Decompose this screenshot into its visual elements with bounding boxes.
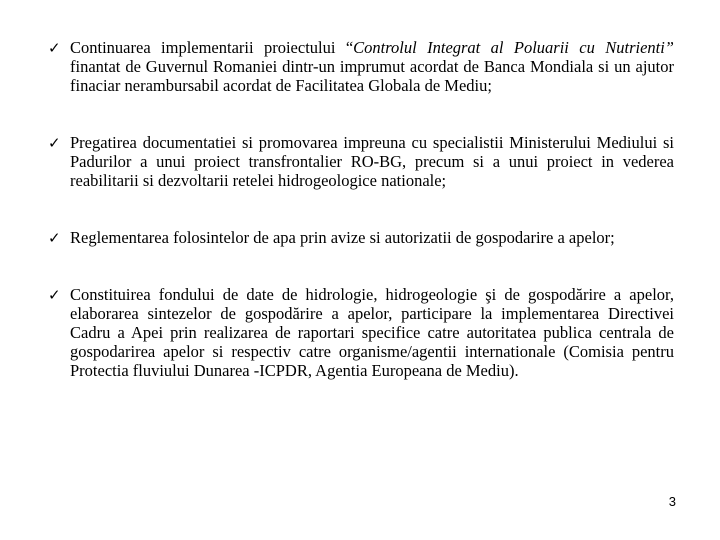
bullet-text-1a: Continuarea implementarii proiectului “ bbox=[70, 38, 354, 57]
check-icon: ✓ bbox=[48, 134, 61, 152]
list-item bbox=[48, 38, 674, 95]
list-item bbox=[48, 133, 674, 190]
project-title: Controlul Integrat al Poluarii cu Nutrienti” bbox=[353, 38, 674, 57]
bullet-list bbox=[48, 38, 674, 380]
page-number: 3 bbox=[668, 494, 676, 509]
list-item bbox=[48, 228, 674, 247]
check-icon: ✓ bbox=[48, 286, 61, 304]
bullet-text-2: Pregatirea documentatiei si promovarea impreuna cu specialistii Ministerului Mediului si Padurilor a unui proiect transfrontalier RO-BG, precum si a unui proiect in vederea reabilitarii si dezvoltarii retelei hidrogeologice nationale; bbox=[70, 133, 674, 190]
check-icon: ✓ bbox=[48, 229, 61, 247]
check-icon: ✓ bbox=[48, 39, 61, 57]
list-item bbox=[48, 285, 674, 380]
bullet-text-1c: finantat de Guvernul Romaniei dintr-un imprumut acordat de Banca Mondiala si un ajutor finaciar nerambursabil acordat de Facilitatea Globala de Mediu; bbox=[70, 57, 674, 95]
bullet-text-3: Reglementarea folosintelor de apa prin avize si autorizatii de gospodarire a apelor; bbox=[70, 228, 615, 247]
bullet-text-4: Constituirea fondului de date de hidrologie, hidrogeologie şi de gospodărire a apelor, elaborarea sintezelor de gospodărire a apelor, participare la implementarea Directivei Cadru a Apei prin realizarea de raportari specifice catre autoritatea publica centrala de gospodarirea apelor si respectiv catre organisme/agentii internationale (Comisia pentru Protectia fluviului Dunarea -ICPDR, Agentia Europeana de Mediu). bbox=[70, 285, 674, 380]
